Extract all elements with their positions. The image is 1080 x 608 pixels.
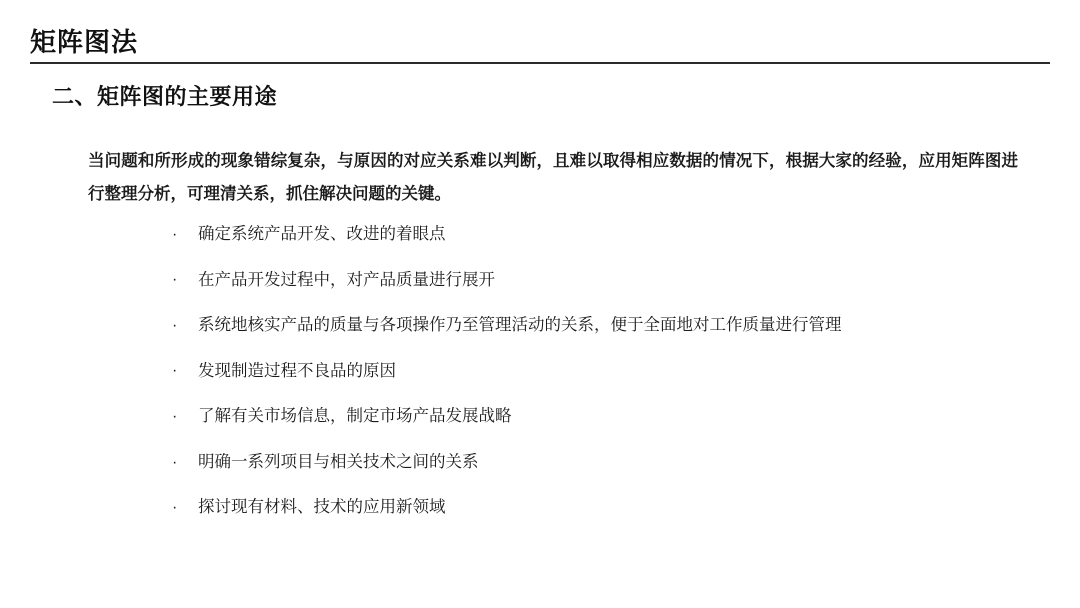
list-item-label: 系统地核实产品的质量与各项操作乃至管理活动的关系，便于全面地对工作质量进行管理 <box>198 316 842 335</box>
bullet-dot-icon: · <box>172 362 178 380</box>
bullet-dot-icon: · <box>172 271 178 289</box>
bullet-dot-icon: · <box>172 453 178 471</box>
list-item <box>168 222 1048 248</box>
section-heading: 二、矩阵图的主要用途 <box>52 84 278 109</box>
list-item-label: 明确一系列项目与相关技术之间的关系 <box>198 452 479 471</box>
bullet-dot-icon: · <box>172 499 178 517</box>
page-title: 矩阵图法 <box>30 27 139 57</box>
list-item <box>168 313 1048 339</box>
bullet-dot-icon: · <box>172 225 178 243</box>
list-item <box>168 359 1048 385</box>
list-item-label: 确定系统产品开发、改进的着眼点 <box>198 225 446 243</box>
list-item-label: 发现制造过程不良品的原因 <box>198 361 396 380</box>
intro-paragraph: 当问题和所形成的现象错综复杂，与原因的对应关系难以判断，且难以取得相应数据的情况下，根据大家的经验，应用矩阵图进行整理分析，可理清关系，抓住解决问题的关键。 <box>88 152 1018 203</box>
list-item <box>168 495 1048 521</box>
list-item-label: 了解有关市场信息，制定市场产品发展战略 <box>198 407 512 426</box>
bullet-dot-icon: · <box>172 316 178 334</box>
usage-bullet-list <box>168 222 1048 521</box>
list-item-label: 在产品开发过程中，对产品质量进行展开 <box>198 270 495 289</box>
list-item <box>168 268 1048 294</box>
list-item <box>168 450 1048 476</box>
title-divider <box>30 62 1050 64</box>
list-item <box>168 404 1048 430</box>
list-item-label: 探讨现有材料、技术的应用新领域 <box>198 498 446 517</box>
bullet-dot-icon: · <box>172 408 178 426</box>
